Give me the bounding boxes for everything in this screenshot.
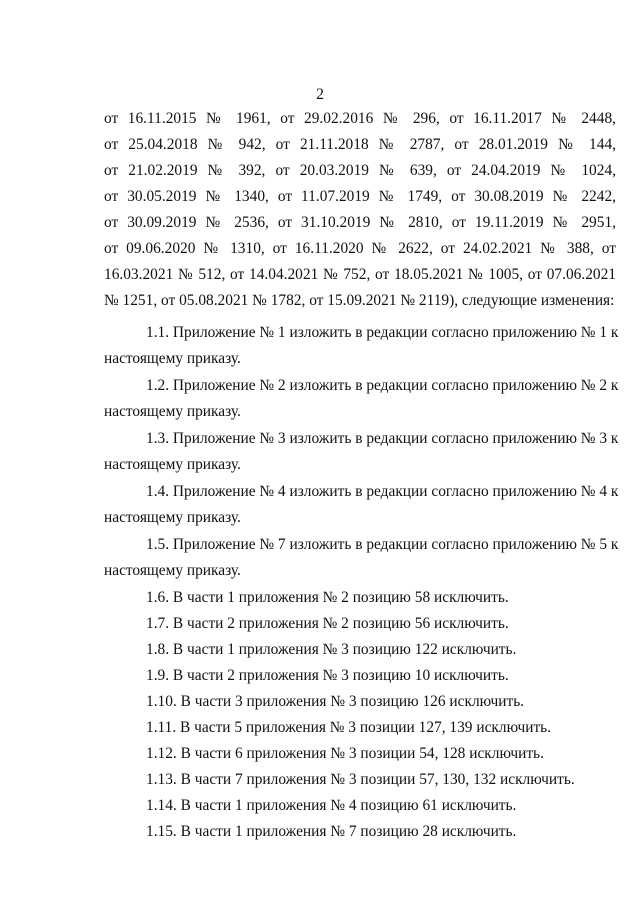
amendment-item-text: 1.14. В части 1 приложения № 4 позицию 61 исключить. xyxy=(146,797,517,814)
amendment-item xyxy=(104,587,616,613)
amendment-item-text: 1.13. В части 7 приложения № 3 позиции 57, 130, 132 исключить. xyxy=(146,771,575,788)
amendment-item xyxy=(104,743,616,769)
intro-paragraph xyxy=(104,108,616,316)
amendment-item-text: 1.6. В части 1 приложения № 2 позицию 58 исключить. xyxy=(146,589,509,606)
intro-line: от 16.11.2015 № 1961, от 29.02.2016 № 296, от 16.11.2017 № 2448, xyxy=(104,110,616,127)
amendment-item xyxy=(104,691,616,717)
amendment-item xyxy=(104,717,616,743)
intro-line: от 25.04.2018 № 942, от 21.11.2018 № 2787, от 28.01.2019 № 144, xyxy=(104,136,616,153)
amendment-item-text: 1.3. Приложение № 3 изложить в редакции согласно приложению № 3 к xyxy=(146,430,619,447)
amendment-list xyxy=(104,322,619,847)
amendment-item-text: 1.4. Приложение № 4 изложить в редакции согласно приложению № 4 к xyxy=(146,483,619,500)
amendment-item xyxy=(104,665,616,691)
amendment-item-text: 1.15. В части 1 приложения № 7 позицию 28 исключить. xyxy=(146,823,517,840)
page-number: 2 xyxy=(316,86,324,103)
amendment-item xyxy=(104,613,616,639)
amendment-item xyxy=(104,769,616,795)
amendment-item xyxy=(104,375,619,428)
amendment-item xyxy=(104,534,619,587)
intro-line: от 30.05.2019 № 1340, от 11.07.2019 № 1749, от 30.08.2019 № 2242, xyxy=(104,188,616,205)
amendment-item xyxy=(104,481,619,534)
amendment-item-text: 1.2. Приложение № 2 изложить в редакции согласно приложению № 2 к xyxy=(146,377,619,394)
amendment-item-text: 1.10. В части 3 приложения № 3 позицию 126 исключить. xyxy=(146,693,525,710)
amendment-item xyxy=(104,322,619,375)
amendment-item-text: 1.11. В части 5 приложения № 3 позиции 127, 139 исключить. xyxy=(146,719,552,736)
amendment-item-text: 1.7. В части 2 приложения № 2 позицию 56 исключить. xyxy=(146,615,509,632)
amendment-item-continuation: настоящему приказу. xyxy=(104,403,241,420)
amendment-item-continuation: настоящему приказу. xyxy=(104,562,241,579)
amendment-item-text: 1.9. В части 2 приложения № 3 позицию 10 исключить. xyxy=(146,667,509,684)
amendment-item xyxy=(104,428,619,481)
amendment-item-continuation: настоящему приказу. xyxy=(104,509,241,526)
intro-line: № 1251, от 05.08.2021 № 1782, от 15.09.2021 № 2119), следующие изменения: xyxy=(104,292,615,309)
intro-line: от 09.06.2020 № 1310, от 16.11.2020 № 2622, от 24.02.2021 № 388, от xyxy=(104,240,616,257)
amendment-item xyxy=(104,795,616,821)
amendment-item-text: 1.8. В части 1 приложения № 3 позицию 122 исключить. xyxy=(146,641,517,658)
amendment-item-text: 1.12. В части 6 приложения № 3 позиции 54, 128 исключить. xyxy=(146,745,544,762)
intro-line: от 21.02.2019 № 392, от 20.03.2019 № 639, от 24.04.2019 № 1024, xyxy=(104,162,616,179)
intro-line: от 30.09.2019 № 2536, от 31.10.2019 № 2810, от 19.11.2019 № 2951, xyxy=(104,214,616,231)
intro-line: 16.03.2021 № 512, от 14.04.2021 № 752, от 18.05.2021 № 1005, от 07.06.2021 xyxy=(104,266,616,283)
amendment-item xyxy=(104,821,616,847)
amendment-item-text: 1.5. Приложение № 7 изложить в редакции согласно приложению № 5 к xyxy=(146,536,619,553)
amendment-item-text: 1.1. Приложение № 1 изложить в редакции согласно приложению № 1 к xyxy=(146,324,619,341)
amendment-item-continuation: настоящему приказу. xyxy=(104,350,241,367)
amendment-item-continuation: настоящему приказу. xyxy=(104,456,241,473)
amendment-item xyxy=(104,639,616,665)
